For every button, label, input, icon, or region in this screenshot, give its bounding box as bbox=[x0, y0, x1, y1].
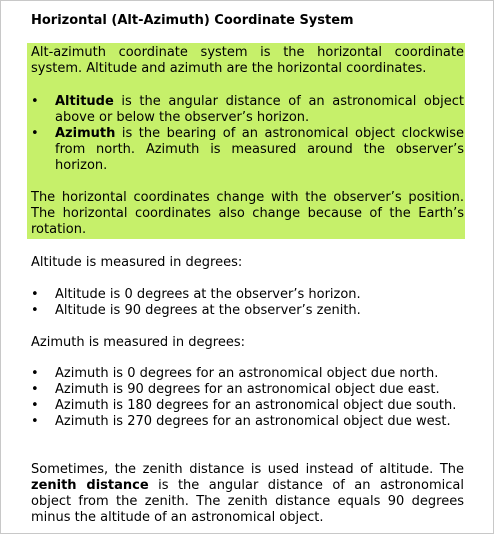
change-note-paragraph: The horizontal coordinates change with the observer’s position. The horizontal coordinates also change because of the Earth’s rotation. bbox=[31, 190, 464, 237]
azimuth-list bbox=[31, 366, 464, 430]
list-item bbox=[31, 303, 464, 319]
definition-altitude bbox=[31, 94, 464, 126]
bullet: • bbox=[31, 303, 39, 318]
term-altitude: Altitude bbox=[55, 94, 114, 109]
page-title: Horizontal (Alt-Azimuth) Coordinate System bbox=[31, 13, 354, 28]
term-zenith-distance: zenith distance bbox=[31, 478, 149, 493]
zenith-text-after: is the angular distance of an astronomical object from the zenith. The zenith distance equals 90 degrees minus the altitude of an astronomical object. bbox=[31, 478, 464, 525]
bullet: • bbox=[31, 287, 39, 302]
altitude-heading: Altitude is measured in degrees: bbox=[31, 255, 243, 270]
list-item bbox=[31, 414, 464, 430]
list-item-text: Azimuth is 180 degrees for an astronomical object due south. bbox=[55, 398, 457, 413]
intro-paragraph: Alt-azimuth coordinate system is the horizontal coordinate system. Altitude and azimuth are the horizontal coordinates. bbox=[31, 45, 464, 76]
bullet: • bbox=[31, 366, 39, 381]
list-item bbox=[31, 287, 464, 303]
definition-altitude-text: is the angular distance of an astronomical object above or below the observer’s horizon. bbox=[55, 94, 464, 125]
bullet: • bbox=[31, 126, 39, 141]
list-item-text: Altitude is 90 degrees at the observer’s zenith. bbox=[55, 303, 361, 318]
bullet: • bbox=[31, 94, 39, 109]
zenith-paragraph bbox=[31, 462, 464, 526]
list-item bbox=[31, 366, 464, 382]
zenith-text-before: Sometimes, the zenith distance is used instead of altitude. The bbox=[31, 462, 464, 477]
list-item bbox=[31, 398, 464, 414]
azimuth-heading: Azimuth is measured in degrees: bbox=[31, 335, 245, 350]
bullet: • bbox=[31, 398, 39, 413]
list-item-text: Azimuth is 90 degrees for an astronomical object due east. bbox=[55, 382, 440, 397]
definition-azimuth bbox=[31, 126, 464, 174]
list-item-text: Azimuth is 270 degrees for an astronomical object due west. bbox=[55, 414, 451, 429]
term-azimuth: Azimuth bbox=[55, 126, 116, 141]
altitude-list bbox=[31, 287, 464, 319]
bullet: • bbox=[31, 414, 39, 429]
list-item-text: Altitude is 0 degrees at the observer’s horizon. bbox=[55, 287, 361, 302]
definition-azimuth-text: is the bearing of an astronomical object clockwise from north. Azimuth is measured around the observer’s horizon. bbox=[55, 126, 464, 173]
list-item-text: Azimuth is 0 degrees for an astronomical object due north. bbox=[55, 366, 439, 381]
definitions-list bbox=[31, 94, 464, 174]
bullet: • bbox=[31, 382, 39, 397]
list-item bbox=[31, 382, 464, 398]
